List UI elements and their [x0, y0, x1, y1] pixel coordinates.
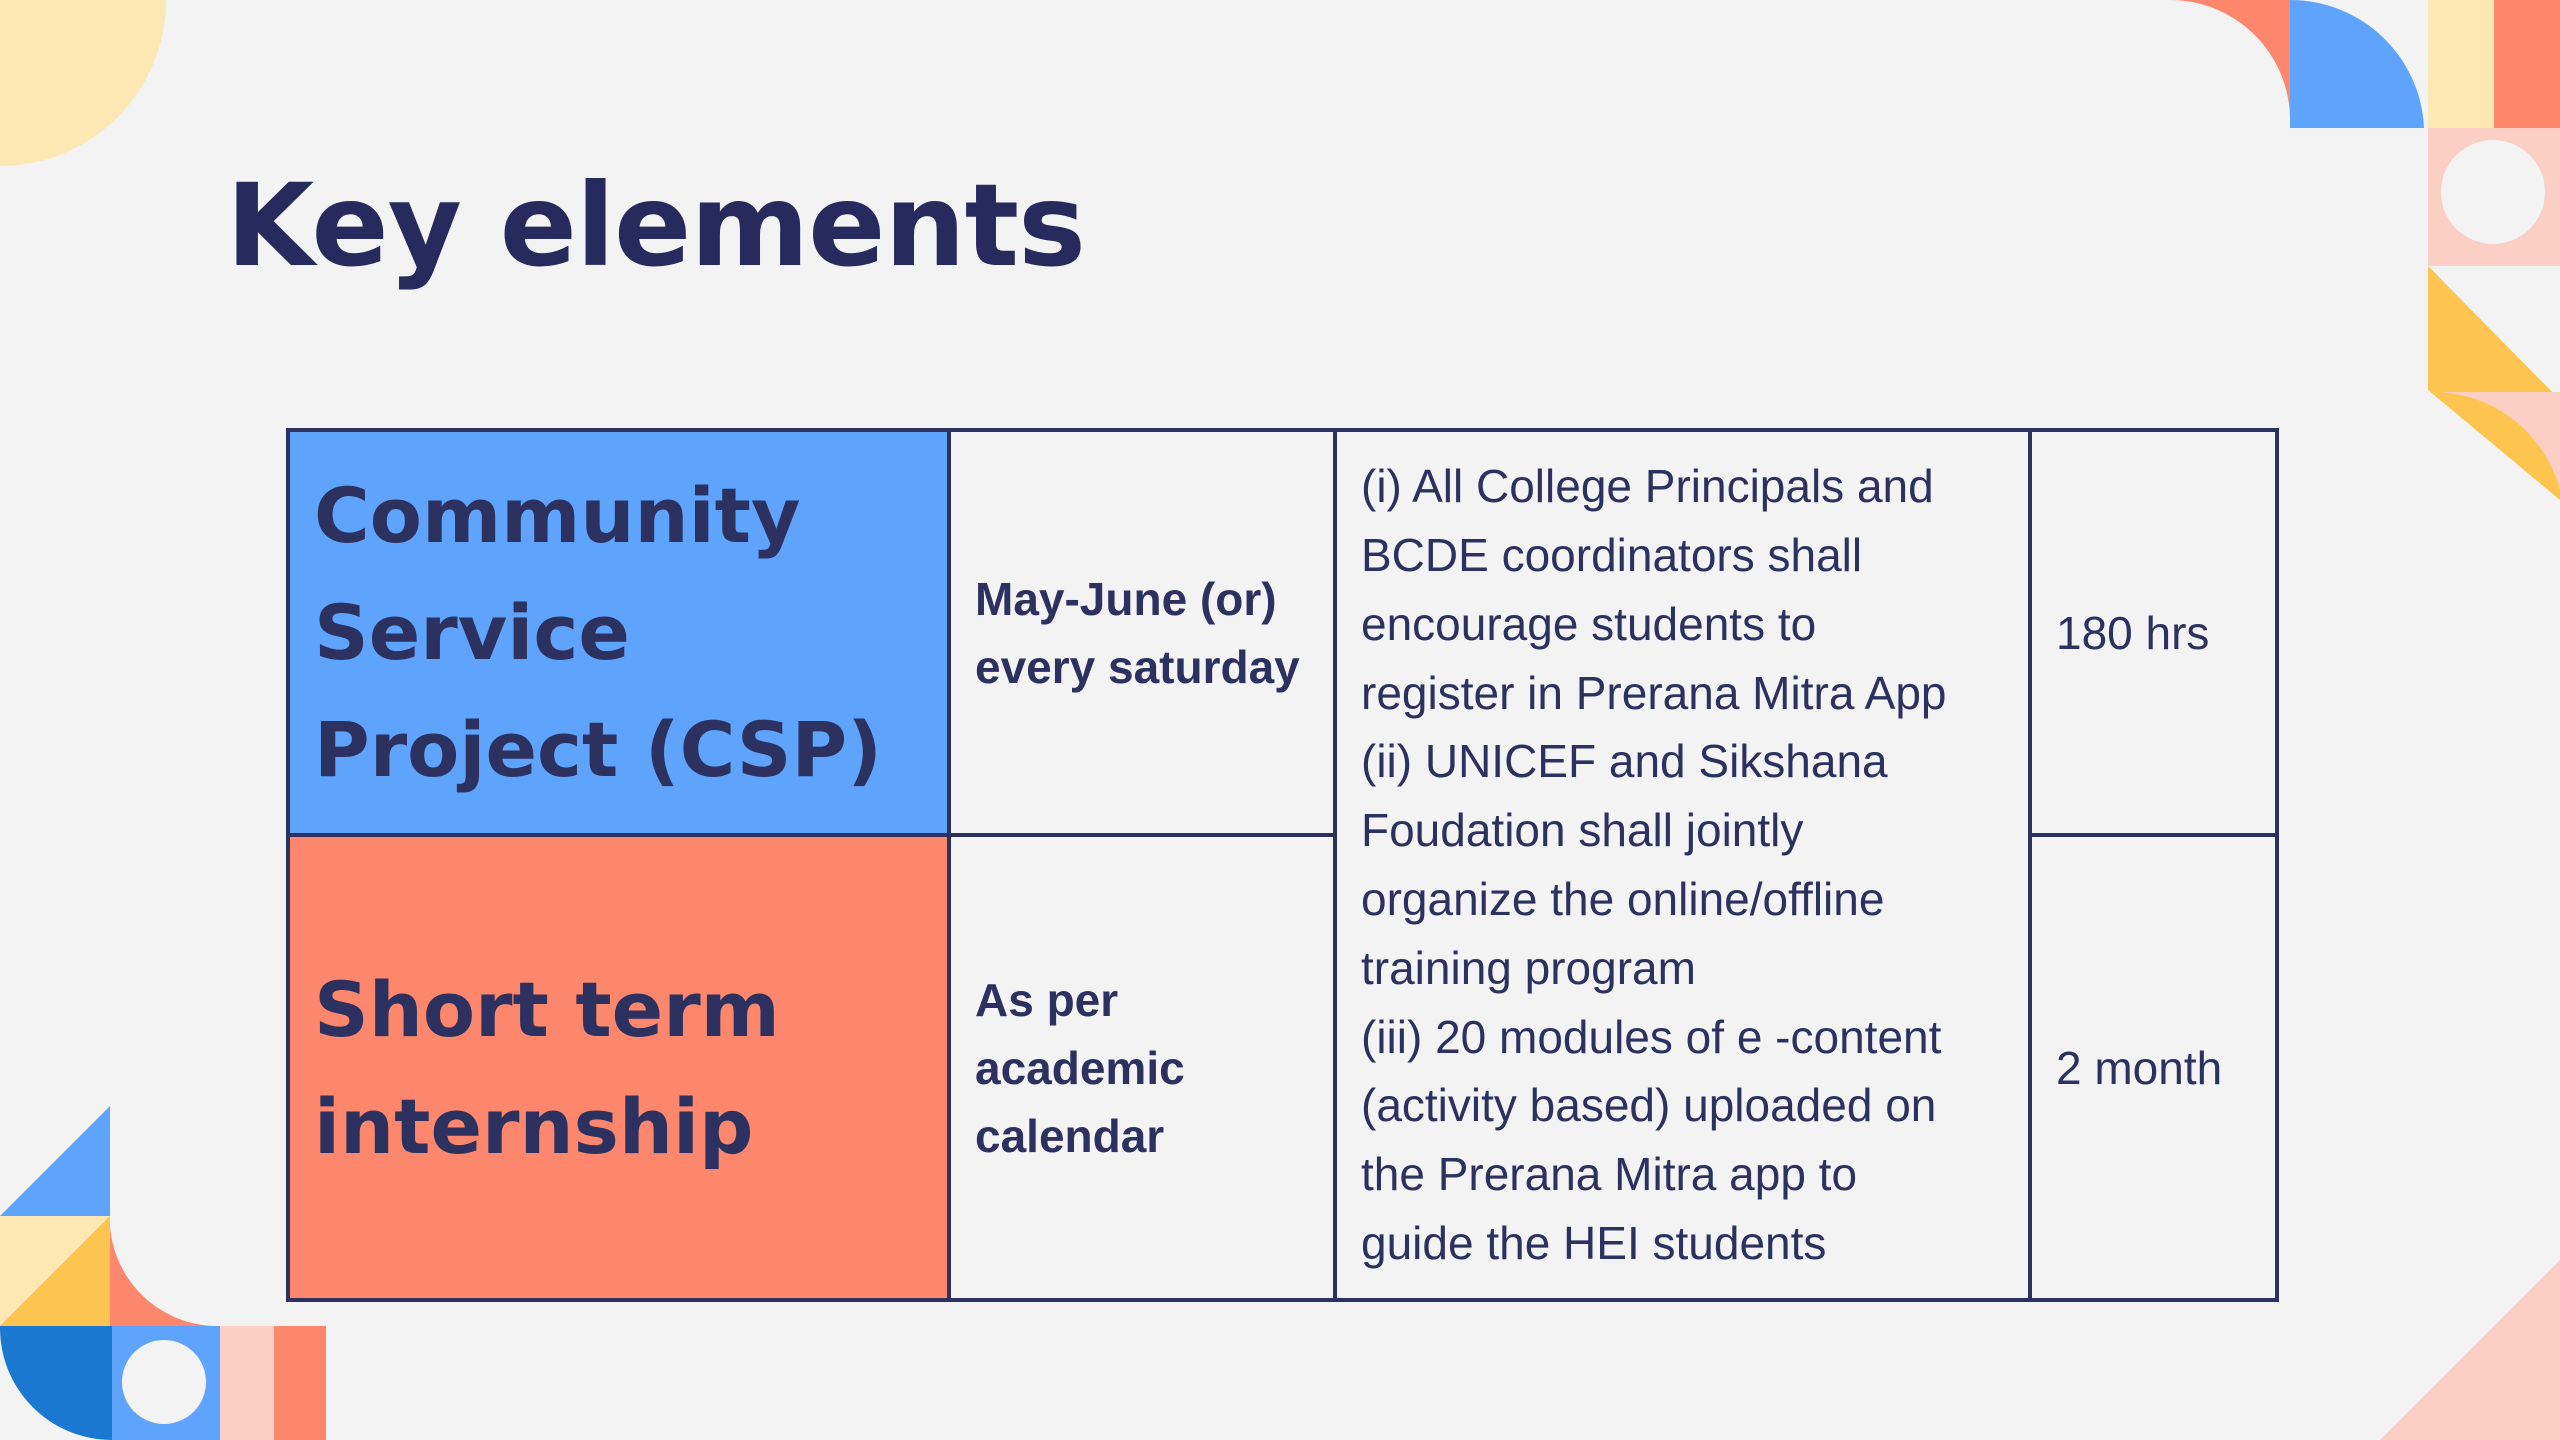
- detail-line: (ii) UNICEF and Sikshana: [1361, 735, 1888, 788]
- internship-name-cell: Short term internship: [288, 835, 949, 1300]
- key-elements-table: [286, 428, 2279, 1302]
- csp-timing-cell: May-June (or) every saturday: [949, 430, 1335, 835]
- detail-line: (i) All College Principals and: [1361, 460, 1934, 513]
- detail-line: the Prerana Mitra app to: [1361, 1148, 1858, 1201]
- detail-line: organize the online/offline: [1361, 873, 1885, 925]
- internship-timing-cell: As per academic calendar: [949, 835, 1335, 1300]
- slide-title: Key elements: [226, 159, 1085, 292]
- detail-line: Foudation shall jointly: [1361, 804, 1804, 857]
- detail-line: encourage students to: [1361, 597, 1817, 650]
- top-left-decoration: [0, 0, 170, 170]
- detail-line: (iii) 20 modules of e -content: [1361, 1010, 1942, 1063]
- csp-name-cell: Community Service Project (CSP): [288, 430, 949, 835]
- detail-line: BCDE coordinators shall: [1361, 529, 1863, 582]
- details-cell: [1335, 430, 2030, 1300]
- detail-line: guide the HEI students: [1361, 1216, 1827, 1269]
- table-row-csp: [288, 430, 2277, 835]
- bottom-left-decoration: [0, 1100, 330, 1440]
- detail-line: training program: [1361, 941, 1696, 994]
- detail-line: register in Prerana Mitra App: [1361, 666, 1947, 719]
- detail-line: (activity based) uploaded on: [1361, 1079, 1937, 1132]
- bottom-right-decoration: [2380, 1200, 2560, 1440]
- csp-duration-cell: 180 hrs: [2030, 430, 2277, 835]
- internship-duration-cell: 2 month: [2030, 835, 2277, 1300]
